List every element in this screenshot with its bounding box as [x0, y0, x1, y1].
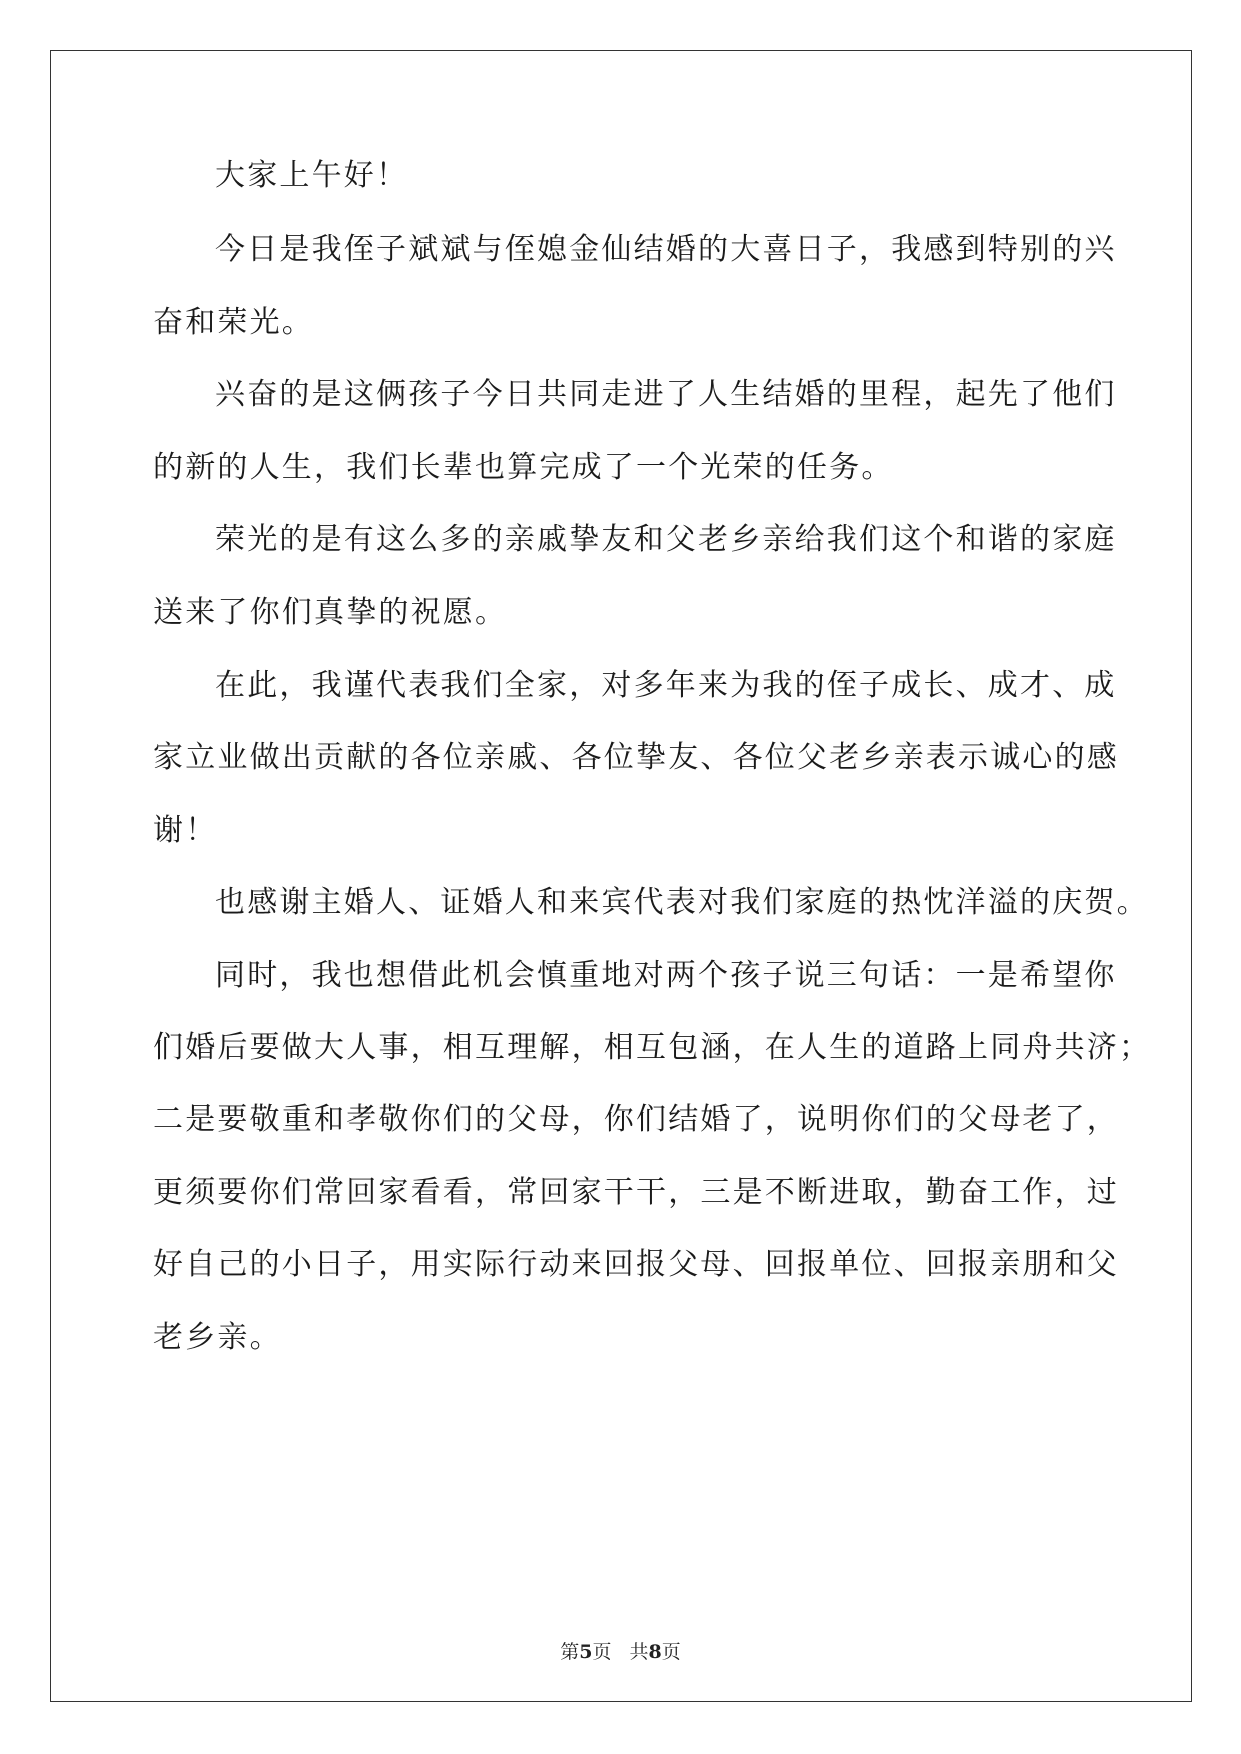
current-page-number: 5 [579, 1641, 593, 1663]
page-prefix: 第 [560, 1641, 580, 1663]
greeting-line: 大家上午好！ [215, 158, 409, 193]
paragraph-line: 今日是我侄子斌斌与侄媳金仙结婚的大喜日子，我感到特别的兴 [215, 232, 1117, 267]
page-number-footer [0, 1640, 1241, 1664]
paragraph-line: 也感谢主婚人、证婚人和来宾代表对我们家庭的热忱洋溢的庆贺。 [215, 885, 1149, 920]
total-unit: 页 [661, 1641, 681, 1663]
paragraph-line: 荣光的是有这么多的亲戚挚友和父老乡亲给我们这个和谐的家庭 [215, 522, 1117, 557]
page-unit: 页 [592, 1641, 612, 1663]
paragraph-line: 奋和荣光。 [153, 305, 314, 340]
paragraph-line: 在此，我谨代表我们全家，对多年来为我的侄子成长、成才、成 [215, 668, 1117, 703]
total-prefix: 共 [629, 1641, 649, 1663]
paragraph-line: 老乡亲。 [153, 1320, 282, 1355]
page-border [50, 50, 1192, 1702]
paragraph-line: 谢！ [153, 813, 218, 848]
paragraph-line: 家立业做出贡献的各位亲戚、各位挚友、各位父老乡亲表示诚心的感 [153, 740, 1119, 775]
paragraph-line: 好自己的小日子，用实际行动来回报父母、回报单位、回报亲朋和父 [153, 1247, 1119, 1282]
paragraph-line: 更须要你们常回家看看，常回家干干，三是不断进取，勤奋工作，过 [153, 1175, 1119, 1210]
paragraph-line: 二是要敬重和孝敬你们的父母，你们结婚了，说明你们的父母老了， [153, 1102, 1119, 1137]
paragraph-line: 送来了你们真挚的祝愿。 [153, 595, 508, 630]
paragraph-line: 们婚后要做大人事，相互理解，相互包涵，在人生的道路上同舟共济； [153, 1030, 1152, 1065]
paragraph-line: 同时，我也想借此机会慎重地对两个孩子说三句话：一是希望你 [215, 958, 1117, 993]
paragraph-line: 的新的人生，我们长辈也算完成了一个光荣的任务。 [153, 450, 894, 485]
paragraph-line: 兴奋的是这俩孩子今日共同走进了人生结婚的里程，起先了他们 [215, 377, 1117, 412]
total-page-count: 8 [648, 1641, 662, 1663]
